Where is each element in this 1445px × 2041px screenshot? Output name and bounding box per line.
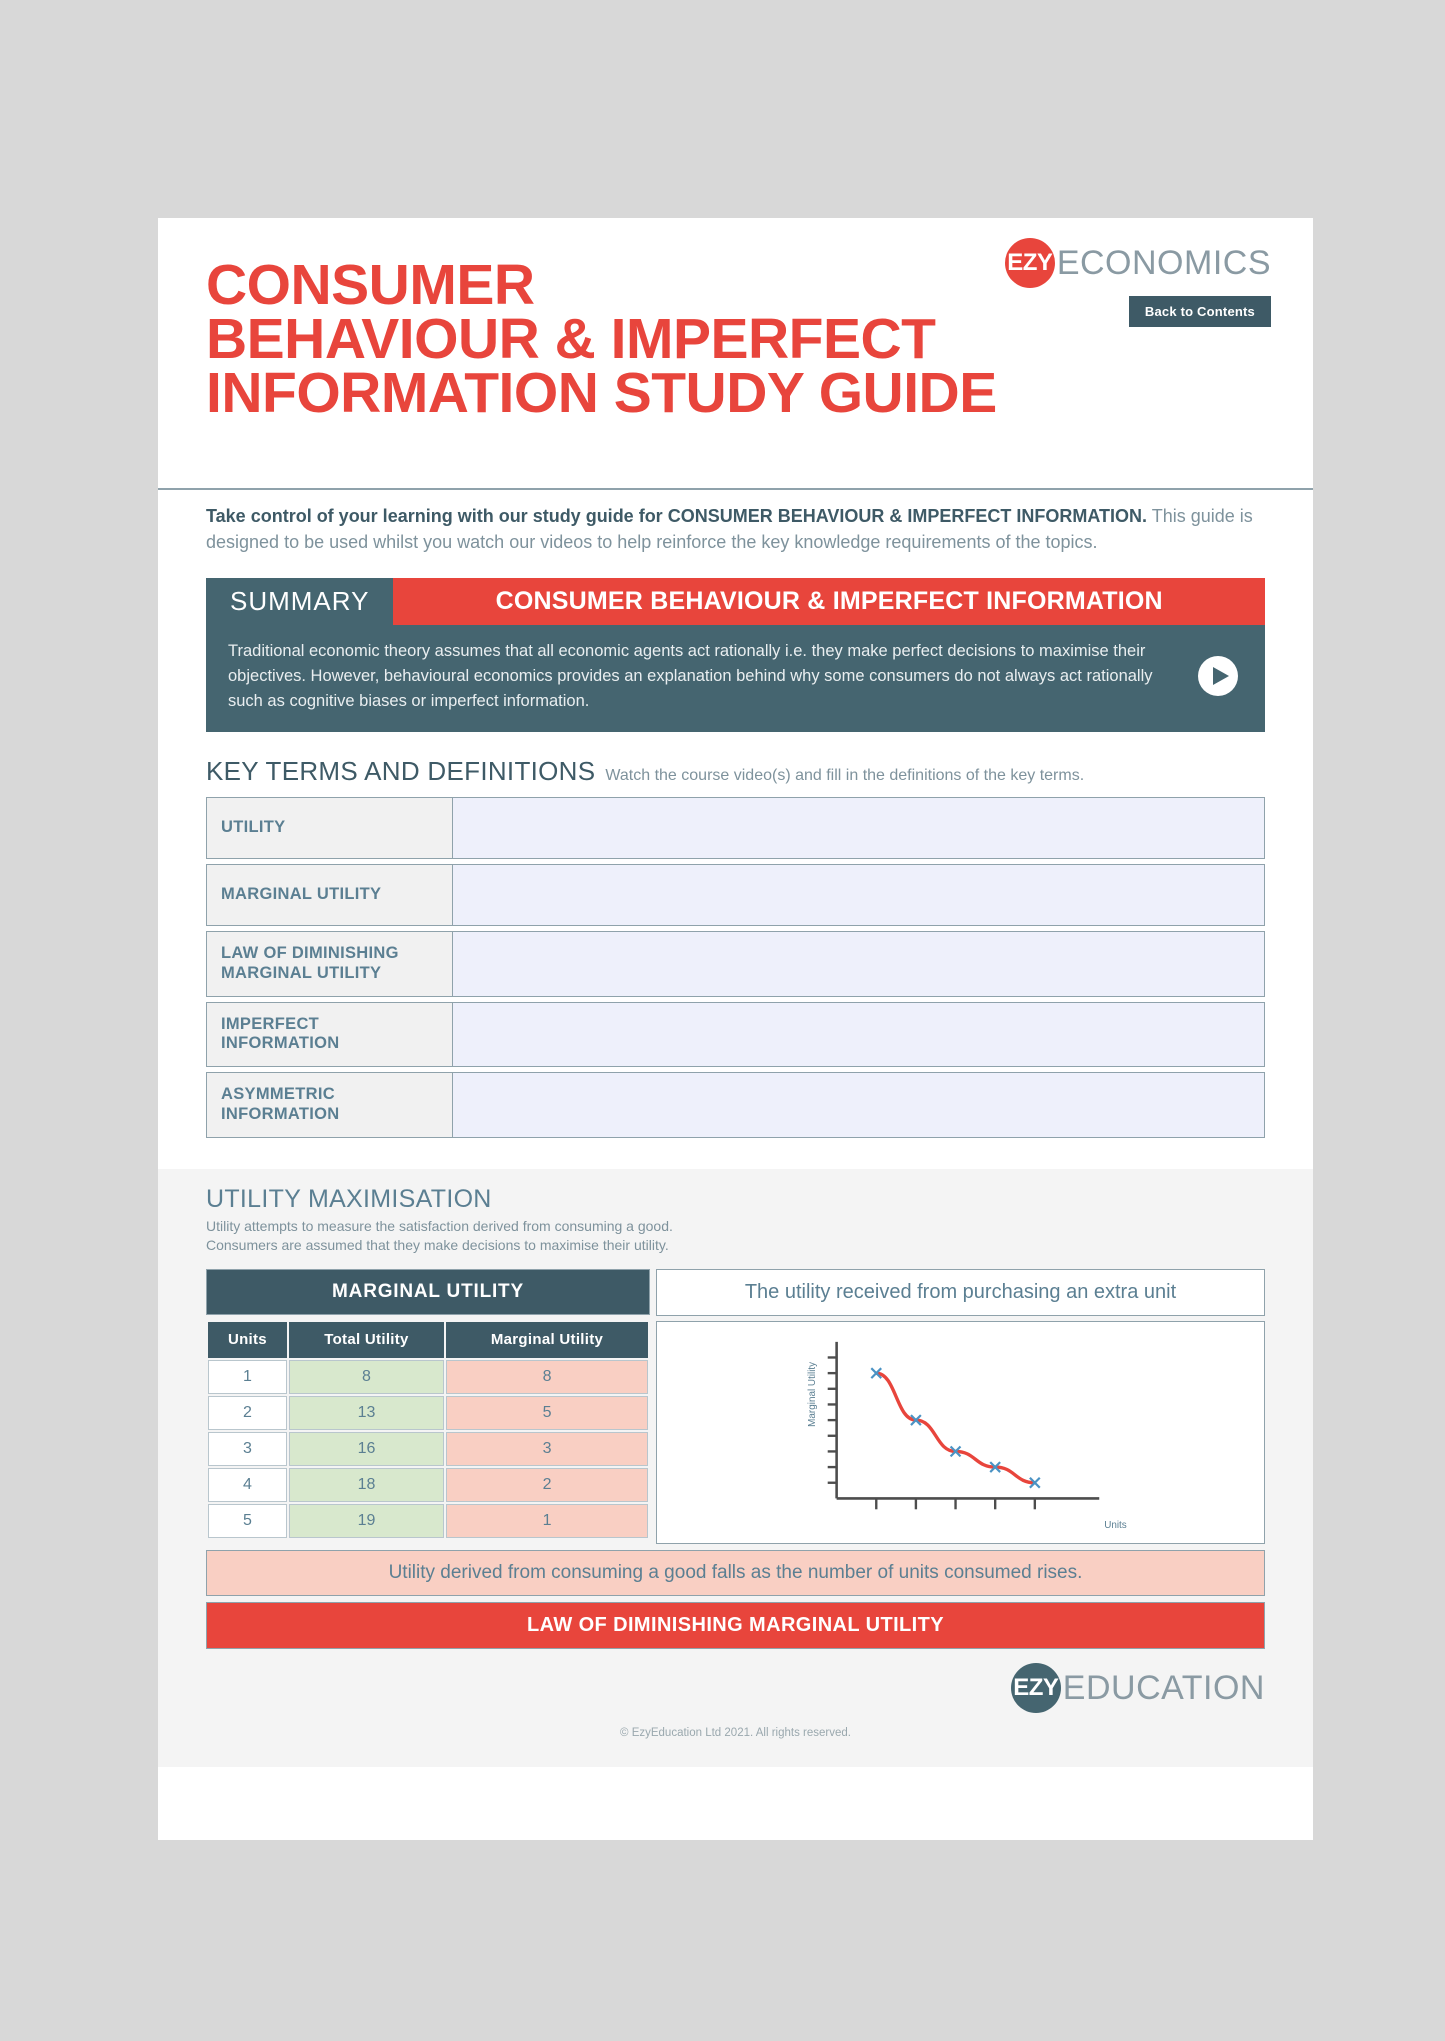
table-row bbox=[208, 1432, 648, 1466]
marginal-utility-table-panel bbox=[206, 1269, 650, 1544]
cell-total-utility: 13 bbox=[289, 1396, 444, 1430]
table-row bbox=[208, 1360, 648, 1394]
key-term-definition-input[interactable] bbox=[453, 1072, 1265, 1138]
cell-marginal-utility: 8 bbox=[446, 1360, 648, 1394]
utility-sub-line-1: Utility attempts to measure the satisfaction derived from consuming a good. bbox=[206, 1217, 673, 1234]
table-row bbox=[206, 1072, 1265, 1138]
summary-panel bbox=[206, 578, 1265, 732]
cell-total-utility: 19 bbox=[289, 1504, 444, 1538]
cell-units: 3 bbox=[208, 1432, 287, 1466]
summary-tab-label: SUMMARY bbox=[206, 578, 393, 625]
utility-sub-line-2: Consumers are assumed that they make decisions to maximise their utility. bbox=[206, 1237, 669, 1254]
law-of-diminishing-marginal-utility-bar: LAW OF DIMINISHING MARGINAL UTILITY bbox=[206, 1602, 1265, 1649]
key-terms-subheading: Watch the course video(s) and fill in the definitions of the key terms. bbox=[605, 767, 1085, 785]
table-row bbox=[206, 1002, 1265, 1068]
key-term-definition-input[interactable] bbox=[453, 1002, 1265, 1068]
table-row bbox=[206, 864, 1265, 926]
document-footer bbox=[158, 1649, 1313, 1767]
intro-bold-text: Take control of your learning with our study guide for CONSUMER BEHAVIOUR & IMPERFECT INFORMATION. bbox=[206, 506, 1148, 526]
cell-total-utility: 8 bbox=[289, 1360, 444, 1394]
cell-units: 1 bbox=[208, 1360, 287, 1394]
svg-text:Units: Units bbox=[1104, 1520, 1127, 1532]
summary-text: Traditional economic theory assumes that all economic agents act rationally i.e. they make perfect decisions to maximise their objectives. However, behavioural economics provides an explanation behind why some consumers do not always act rationally such as cognitive biases or imperfect information. bbox=[228, 641, 1153, 710]
key-term-definition-input[interactable] bbox=[453, 864, 1265, 926]
logo-wordmark: EDUCATION bbox=[1062, 1668, 1265, 1707]
table-header-row bbox=[208, 1322, 648, 1357]
document-body-upper bbox=[158, 490, 1313, 1169]
key-term-definition-input[interactable] bbox=[453, 797, 1265, 859]
document-header bbox=[158, 218, 1313, 490]
key-term-definition-input[interactable] bbox=[453, 931, 1265, 997]
table-row bbox=[208, 1396, 648, 1430]
chart-svg bbox=[657, 1322, 1264, 1543]
marginal-utility-chart bbox=[656, 1321, 1265, 1544]
marginal-utility-banner: MARGINAL UTILITY bbox=[206, 1269, 650, 1315]
cell-marginal-utility: 1 bbox=[446, 1504, 648, 1538]
column-header-total-utility: Total Utility bbox=[289, 1322, 444, 1357]
document-body-lower bbox=[158, 1169, 1313, 1650]
table-row bbox=[206, 797, 1265, 859]
summary-topic-label: CONSUMER BEHAVIOUR & IMPERFECT INFORMATION bbox=[393, 578, 1265, 625]
key-term-label: MARGINAL UTILITY bbox=[206, 864, 453, 926]
table-row bbox=[208, 1504, 648, 1538]
ezy-badge-icon: EZY bbox=[1005, 238, 1055, 288]
cell-units: 2 bbox=[208, 1396, 287, 1430]
key-terms-header bbox=[206, 756, 1265, 787]
page-title-line-1: CONSUMER bbox=[206, 253, 535, 317]
back-to-contents-button[interactable]: Back to Contents bbox=[1129, 296, 1271, 327]
key-term-label: LAW OF DIMINISHING MARGINAL UTILITY bbox=[206, 931, 453, 997]
copyright-text: © EzyEducation Ltd 2021. All rights reserved. bbox=[620, 1727, 851, 1740]
cell-marginal-utility: 3 bbox=[446, 1432, 648, 1466]
summary-body bbox=[206, 625, 1265, 732]
diminishing-utility-note: Utility derived from consuming a good falls as the number of units consumed rises. bbox=[206, 1550, 1265, 1596]
cell-units: 5 bbox=[208, 1504, 287, 1538]
summary-header bbox=[206, 578, 1265, 625]
cell-total-utility: 18 bbox=[289, 1468, 444, 1502]
cell-units: 4 bbox=[208, 1468, 287, 1502]
intro-rest-text: This guide is designed to be used whilst you watch our videos to help reinforce the key knowledge requirements of the topics. bbox=[206, 506, 1253, 552]
page-title-line-3: INFORMATION STUDY GUIDE bbox=[206, 361, 997, 426]
table-row bbox=[206, 931, 1265, 997]
utility-maximisation-grid bbox=[206, 1269, 1265, 1544]
key-term-label: ASYMMETRIC INFORMATION bbox=[206, 1072, 453, 1138]
logo-wordmark: ECONOMICS bbox=[1056, 243, 1271, 282]
chart-panel bbox=[656, 1269, 1265, 1544]
key-terms-table bbox=[206, 797, 1265, 1138]
ezy-education-logo bbox=[1011, 1663, 1265, 1713]
svg-text:Marginal Utility: Marginal Utility bbox=[806, 1362, 818, 1428]
key-term-label: IMPERFECT INFORMATION bbox=[206, 1002, 453, 1068]
column-header-marginal-utility: Marginal Utility bbox=[446, 1322, 648, 1357]
marginal-utility-table bbox=[206, 1320, 650, 1539]
chart-caption: The utility received from purchasing an extra unit bbox=[656, 1269, 1265, 1316]
cell-marginal-utility: 2 bbox=[446, 1468, 648, 1502]
play-circle-icon[interactable] bbox=[1197, 655, 1239, 697]
utility-maximisation-heading: UTILITY MAXIMISATION bbox=[206, 1184, 492, 1213]
ezy-economics-logo bbox=[1005, 238, 1271, 288]
table-row bbox=[208, 1468, 648, 1502]
cell-total-utility: 16 bbox=[289, 1432, 444, 1466]
key-term-label: UTILITY bbox=[206, 797, 453, 859]
page-title-line-2: BEHAVIOUR & IMPERFECT bbox=[206, 307, 936, 372]
document-page bbox=[158, 218, 1313, 1840]
column-header-units: Units bbox=[208, 1322, 287, 1357]
intro-paragraph bbox=[206, 504, 1265, 556]
cell-marginal-utility: 5 bbox=[446, 1396, 648, 1430]
ezy-badge-icon: EZY bbox=[1011, 1663, 1061, 1713]
utility-maximisation-subtext bbox=[206, 1217, 1265, 1256]
key-terms-heading: KEY TERMS AND DEFINITIONS bbox=[206, 756, 596, 787]
